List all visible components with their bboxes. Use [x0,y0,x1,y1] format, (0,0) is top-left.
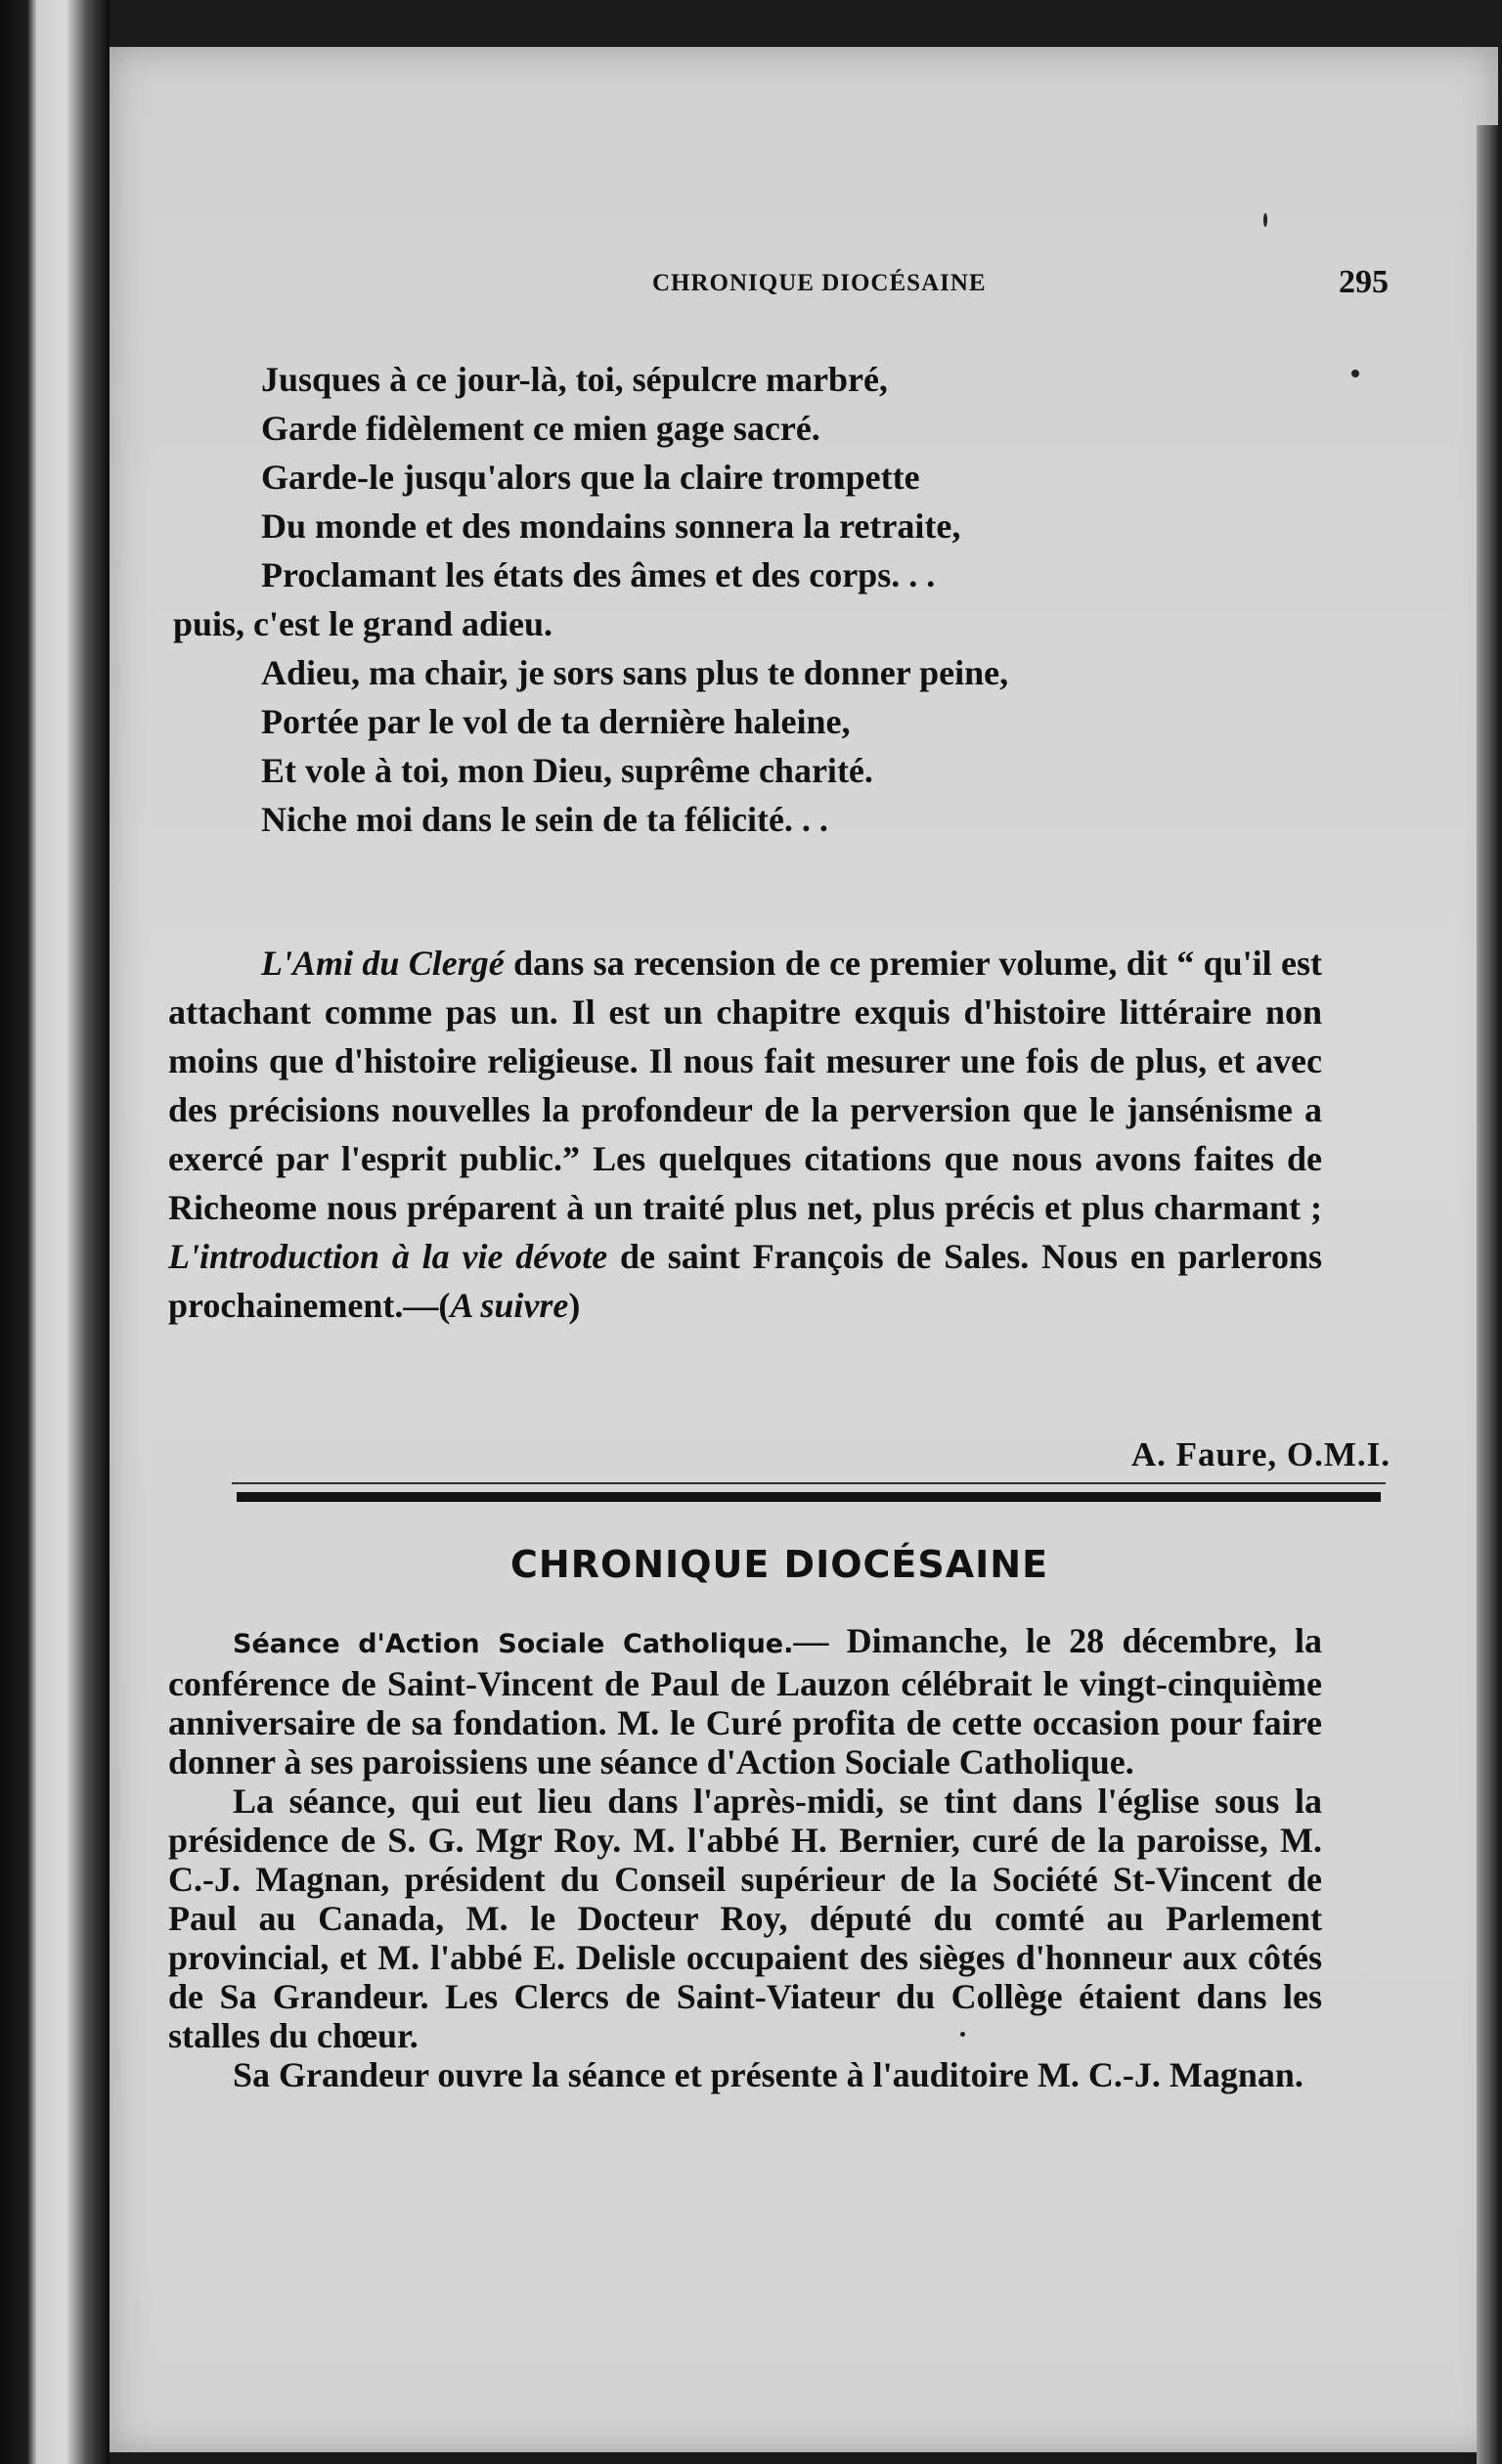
poem-line: Du monde et des mondains sonnera la retraite, [261,506,961,546]
scan-speck [960,2032,965,2037]
running-header [168,264,1389,309]
scan-speck [1263,213,1267,227]
poem-line: Niche moi dans le sein de ta félicité. . . [261,800,828,839]
review-paragraph [168,939,1322,1330]
poem-line: Adieu, ma chair, je sors sans plus te donner peine, [261,653,1009,692]
review-source-title: L'Ami du Clergé [261,944,505,983]
poem-line: Garde fidèlement ce mien gage sacré. [261,409,820,448]
review-text: ) [568,1286,581,1325]
section-rule-thick [237,1492,1381,1502]
section-paragraph: Sa Grandeur ouvre la séance et présente à l'auditoire M. C.-J. Magnan. [233,2055,1303,2094]
review-text: de saint François de Sales. Nous en parlerons prochainement.—( [168,1237,1322,1325]
poem-line: Garde-le jusqu'alors que la claire trompette [261,458,920,497]
section-paragraph [168,1621,1322,1782]
poem-line: Et vole à toi, mon Dieu, suprême charité. [261,751,873,790]
scan-speck [1351,370,1359,377]
poem-interlude: puis, c'est le grand adieu. [173,604,553,643]
book-page [110,47,1498,2452]
page-number: 295 [1339,264,1389,300]
review-text: dans sa recension de ce premier volume, dit “ qu'il est attachant comme pas un. Il est un chapitre exquis d'histoire littéraire non moins que d'histoire religieuse. Il nous fait mesurer une fois de plus, et avec des précisions nouvelles la profondeur de la perversion que le jansénisme a exercé par l'esprit public.” Les quelques citations que nous avons faites de Richeome nous préparent à un traité plus net, plus précis et plus charmant ; [168,944,1322,1227]
poem-line: Portée par le vol de ta dernière haleine, [261,702,851,741]
book-title: L'introduction à la vie dévote [168,1237,608,1276]
poem-line: Proclamant les états des âmes et des corps. . . [261,555,936,594]
section-body [168,1621,1322,2094]
section-heading: CHRONIQUE DIOCÉSAINE [510,1543,1049,1586]
page-edge-shadow [1477,125,1498,2464]
running-title: CHRONIQUE DIOCÉSAINE [652,270,987,296]
to-follow-note: A suivre [450,1286,569,1325]
section-rule-thin [232,1482,1386,1484]
paragraph-text: — Dimanche, le 28 décembre, la conférence de Saint-Vincent de Paul de Lauzon célébrait le vingt-cinquième anniversaire de sa fondation. M. le Curé profita de cette occasion pour faire donner à ses paroissiens une séance d'Action Sociale Catholique. [168,1621,1322,1782]
poem-line: Jusques à ce jour-là, toi, sépulcre marbré, [261,360,888,399]
author-signature: A. Faure, O.M.I. [1130,1435,1391,1474]
facing-page-edge [0,0,110,2464]
section-paragraph: La séance, qui eut lieu dans l'après-midi, se tint dans l'église sous la présidence de S. G. Mgr Roy. M. l'abbé H. Bernier, curé de la paroisse, M. C.-J. Magnan, président du Conseil supérieur de la Société St-Vincent de Paul au Canada, M. le Docteur Roy, député du comté au Parlement provincial, et M. l'abbé E. Delisle occupaient des sièges d'honneur aux côtés de Sa Grandeur. Les Clercs de Saint-Viateur du Collège étaient dans les stalles du chœur. [168,1782,1322,2055]
paragraph-lead-in: Séance d'Action Sociale Catholique. [233,1629,794,1659]
